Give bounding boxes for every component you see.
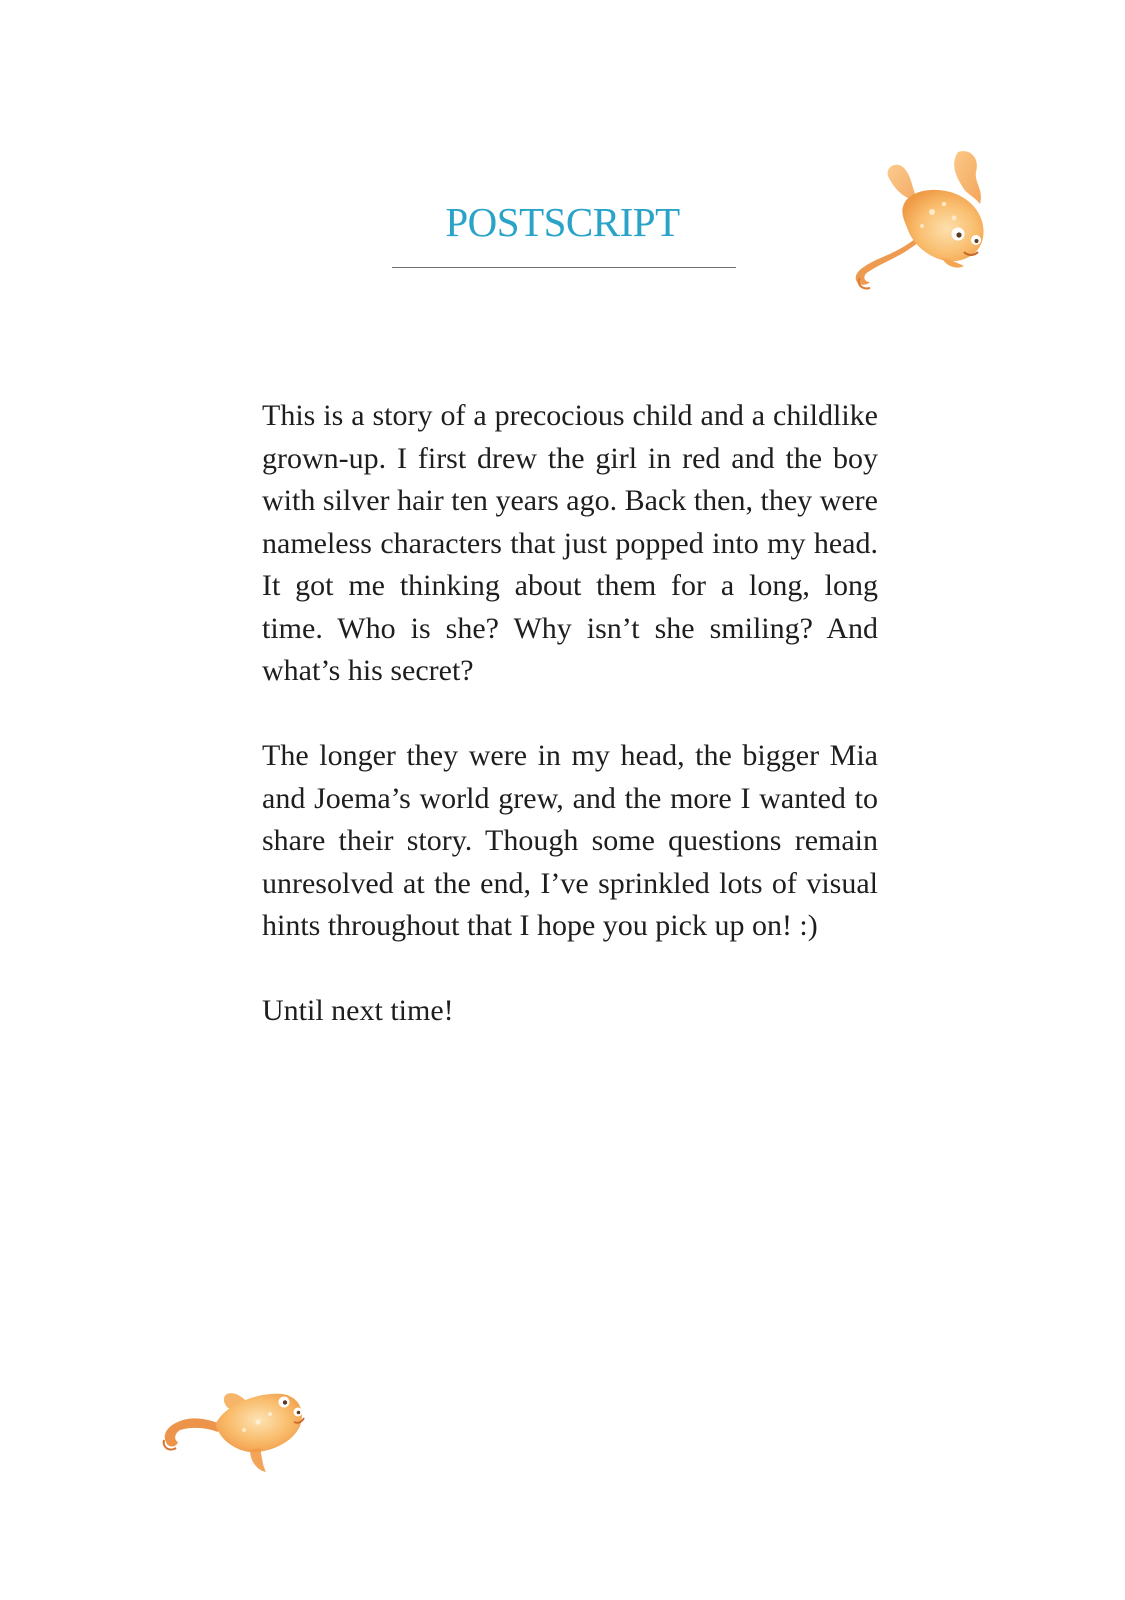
paragraph: This is a story of a precocious child and a childlike grown-up. I first drew the girl in red and the boy with silver hair ten years ago. Back then, they were nameless characters that just popped into my head. It got me thinking about them for a long, long time. Who is she? Why isn’t she smiling? And what’s his secret? <box>262 399 878 687</box>
closing-line: Until next time! <box>262 994 454 1027</box>
goldfish-illustration-bottom <box>158 1378 308 1478</box>
goldfish-illustration-top <box>846 146 996 292</box>
body-text <box>262 395 878 1075</box>
page-title: POSTSCRIPT <box>445 199 680 245</box>
title-divider <box>392 267 736 268</box>
paragraph: The longer they were in my head, the bigger Mia and Joema’s world grew, and the more I wanted to share their story. Though some questions remain unresolved at the end, I’ve sprinkled lots of visual hints throughout that I hope you pick up on! :) <box>262 739 878 942</box>
